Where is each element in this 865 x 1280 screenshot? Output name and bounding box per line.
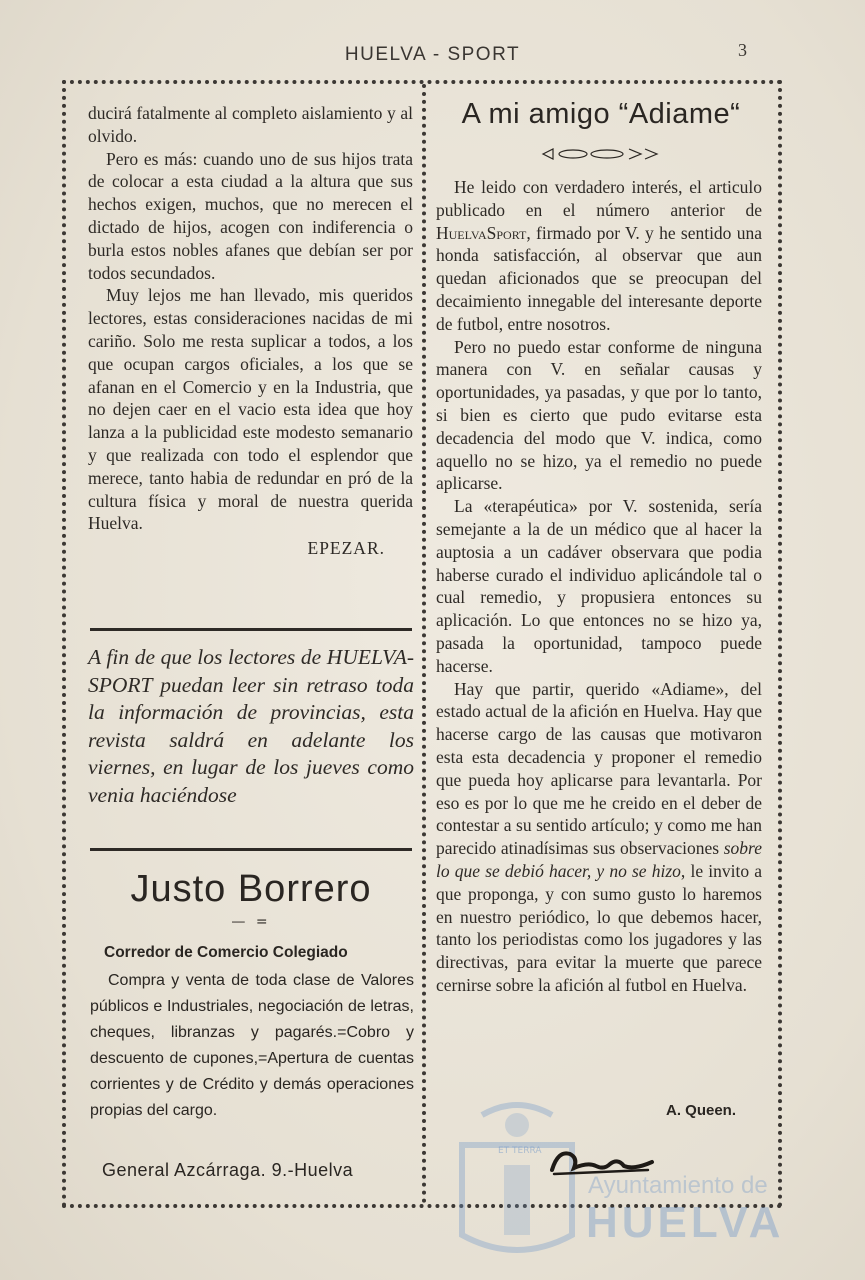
left-article-paragraph-1: ducirá fatalmente al completo aislamiento y al olvido. [88,103,413,146]
advert-address: General Azcárraga. 9.-Huelva [102,1160,354,1180]
watermark-line-1: Ayuntamiento de [588,1172,768,1199]
advert-name: Justo Borrero [130,868,372,910]
right-article-paragraph-4 [436,678,762,997]
handwritten-signature-mark [548,1140,658,1180]
article-author: A. Queen. [665,1102,736,1119]
left-article-paragraph-3: Muy lejos me han llevado, mis queridos lectores, estas consideraciones nacidas de mi cariño. Solo me resta suplicar a todos, a los que ocupan cargos oficiales, a los que se afanan en el Comercio y en la Industria, que no dejen caer en el vacio esta idea que hoy lanza a la publicidad este modesto semanario y que realizada con todo el esplendor que merece, tanto habia de redundar en pró de la cultura física y moral de nuestra querida Huelva. [88,285,413,534]
right-article-paragraph-1 [436,176,762,336]
left-article-paragraph-2: Pero es más: cuando uno de sus hijos trata de colocar a esta ciudad a la altura que sus hechos exigen, muchos, que no merecen el dictado de hijos, acogen con indiferencia o burla estos nobles afanes que debían ser por todos secundados. [88,148,413,283]
advert-body-text: Compra y venta de toda clase de Valores públicos e Industriales, negociación de letras, cheques, libranzas y pagarés.=Cobro y descuento de cupones,=Apertura de cuentas corrientes y de Crédito y demás operaciones propias del cargo. [90,972,414,1119]
right-article-body [436,176,762,997]
left-article [88,102,413,560]
advert-subtitle: Corredor de Comercio Colegiado [104,944,348,961]
watermark-line-2: HUELVA [586,1198,785,1247]
title-ornament [436,146,766,165]
page-number: 3 [738,40,747,60]
column-divider [422,84,426,1204]
notice-text: A fin de que los lectores de HUELVA-SPORT puedan leer sin retraso toda la información de provincias, esta revista saldrá en adelante los viernes, en lugar de los jueves como venia haciéndose [88,645,414,807]
paragraph-1-brand: HuelvaSport [436,222,527,243]
right-article-paragraph-2: Pero no puedo estar conforme de ninguna manera con V. en señalar causas y oportunidades, ya pasadas, y que por lo tanto, si bien es cierto que pudo evitarse esta decadencia del modo que V. indica, como aquello no se hizo, ya el remedio no puede aplicarse. [436,336,762,494]
right-article-paragraph-3: La «terapéutica» por V. sostenida, sería semejante a la de un médico que al hacer la auptosia a un cadáver observara que podia haberse curado el individuo aplicándole tal o cual remedio, y propusiera entonces su aplicación. Lo que entonces no se hizo ya, pasada la oportunidad, tampoco puede hacerse. [436,496,762,676]
paragraph-1-part-a: He leido con verdadero interés, el articulo publicado en el número anterior de [436,177,762,220]
right-article-title: A mi amigo “Adiame“ [461,98,741,130]
rule-bottom [90,848,412,851]
advert-body [90,968,414,1124]
paragraph-4-part-b: , le invito a que proponga, y con sumo gusto lo haremos en nuestro periódico, lo que debemos hacer, tanto los periodistas como los jugadores y las directivas, para evitar la muerte que parece cernirse sobre la afición al futbol en Huelva. [436,860,763,995]
left-article-signature: EPEZAR. [307,538,385,559]
paragraph-4-emphasis: sobre lo que se debió hacer, y no se hizo [436,838,762,881]
page-header-title: HUELVA - SPORT [344,44,521,65]
advert-dash: — = [231,914,271,930]
paragraph-4-part-a: Hay que partir, querido «Adiame», del estado actual de la afición en Huelva. Hay que hacerse cargo de las causas que motivaron esta esta decadencia y proponer el remedio que pueda hoy aplicarse para levantarla. Por eso es por lo que me he creido en el deber de contestar a su sentido artículo; y como me han parecido atinadísimas sus observaciones [436,678,762,859]
rule-top [90,628,412,631]
seal-text: ET TERRA [498,1146,542,1156]
ornament-icon [541,147,661,161]
paragraph-1-part-b: , firmado por V. y he sentido una honda satisfacción, al observar que aun quedan aficionados que se preocupan del decaimiento innegable del interesante deporte de futbol, entre nosotros. [436,222,762,334]
